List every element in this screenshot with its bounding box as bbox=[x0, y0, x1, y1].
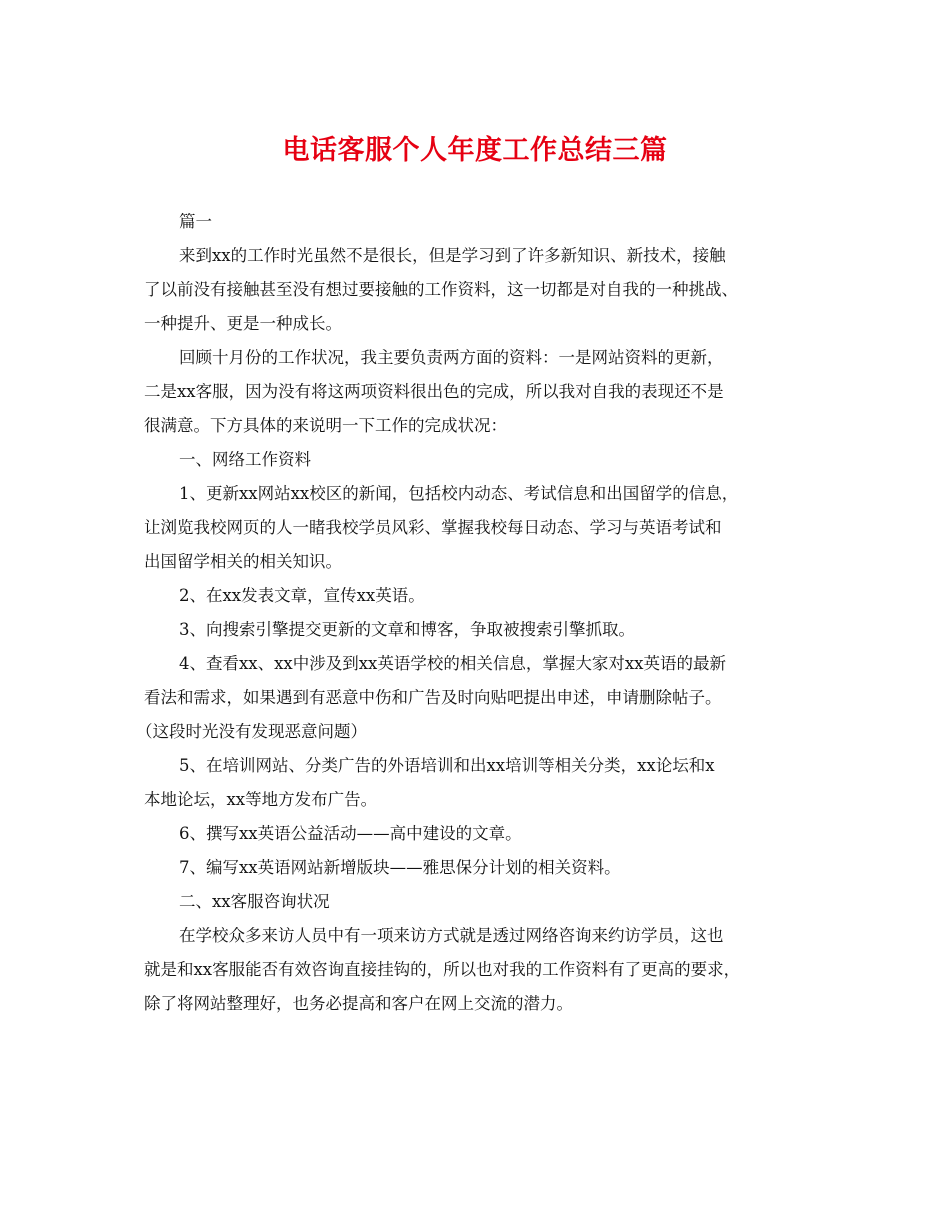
text-line: 5、在培训网站、分类广告的外语培训和出xx培训等相关分类，xx论坛和x bbox=[179, 756, 715, 775]
text-line: 回顾十月份的工作状况，我主要负责两方面的资料：一是网站资料的更新， bbox=[179, 348, 724, 367]
text-line: 看法和需求，如果遇到有恶意中伤和广告及时向贴吧提出申述，申请删除帖子。 bbox=[144, 688, 722, 707]
text-line: 3、向搜索引擎提交更新的文章和博客，争取被搜索引擎抓取。 bbox=[179, 620, 635, 639]
document-title: 电话客服个人年度工作总结三篇 bbox=[282, 135, 668, 166]
text-line: 在学校众多来访人员中有一项来访方式就是透过网络咨询来约访学员，这也 bbox=[179, 926, 724, 945]
text-line: 出国留学相关的相关知识。 bbox=[144, 552, 342, 571]
text-line: 一、网络工作资料 bbox=[179, 450, 311, 469]
text-line: 本地论坛，xx等地方发布广告。 bbox=[144, 790, 378, 809]
text-line: 除了将网站整理好，也务必提高和客户在网上交流的潜力。 bbox=[144, 994, 573, 1013]
text-line: 7、编写xx英语网站新增版块——雅思保分计划的相关资料。 bbox=[179, 858, 621, 877]
text-line: 来到xx的工作时光虽然不是很长，但是学习到了许多新知识、新技术，接触 bbox=[179, 246, 726, 265]
text-line: 了以前没有接触甚至没有想过要接触的工作资料，这一切都是对自我的一种挑战、 bbox=[144, 280, 738, 299]
text-line: 让浏览我校网页的人一睹我校学员风彩、掌握我校每日动态、学习与英语考试和 bbox=[144, 518, 722, 537]
text-line: 一种提升、更是一种成长。 bbox=[144, 314, 342, 333]
text-line: （这段时光没有发现恶意问题） bbox=[136, 722, 367, 741]
text-line: 篇一 bbox=[179, 212, 212, 231]
text-line: 6、撰写xx英语公益活动——高中建设的文章。 bbox=[179, 824, 522, 843]
text-line: 二是xx客服，因为没有将这两项资料很出色的完成，所以我对自我的表现还不是 bbox=[144, 382, 724, 401]
text-line: 二、xx客服咨询状况 bbox=[179, 892, 330, 911]
text-line: 很满意。下方具体的来说明一下工作的完成状况： bbox=[144, 416, 507, 435]
text-line: 2、在xx发表文章，宣传xx英语。 bbox=[179, 586, 425, 605]
text-line: 4、查看xx、xx中涉及到xx英语学校的相关信息，掌握大家对xx英语的最新 bbox=[179, 654, 726, 673]
document-body bbox=[136, 205, 812, 1021]
text-line: 就是和xx客服能否有效咨询直接挂钩的，所以也对我的工作资料有了更高的要求， bbox=[144, 960, 741, 979]
text-line: 1、更新xx网站xx校区的新闻，包括校内动态、考试信息和出国留学的信息， bbox=[179, 484, 739, 503]
